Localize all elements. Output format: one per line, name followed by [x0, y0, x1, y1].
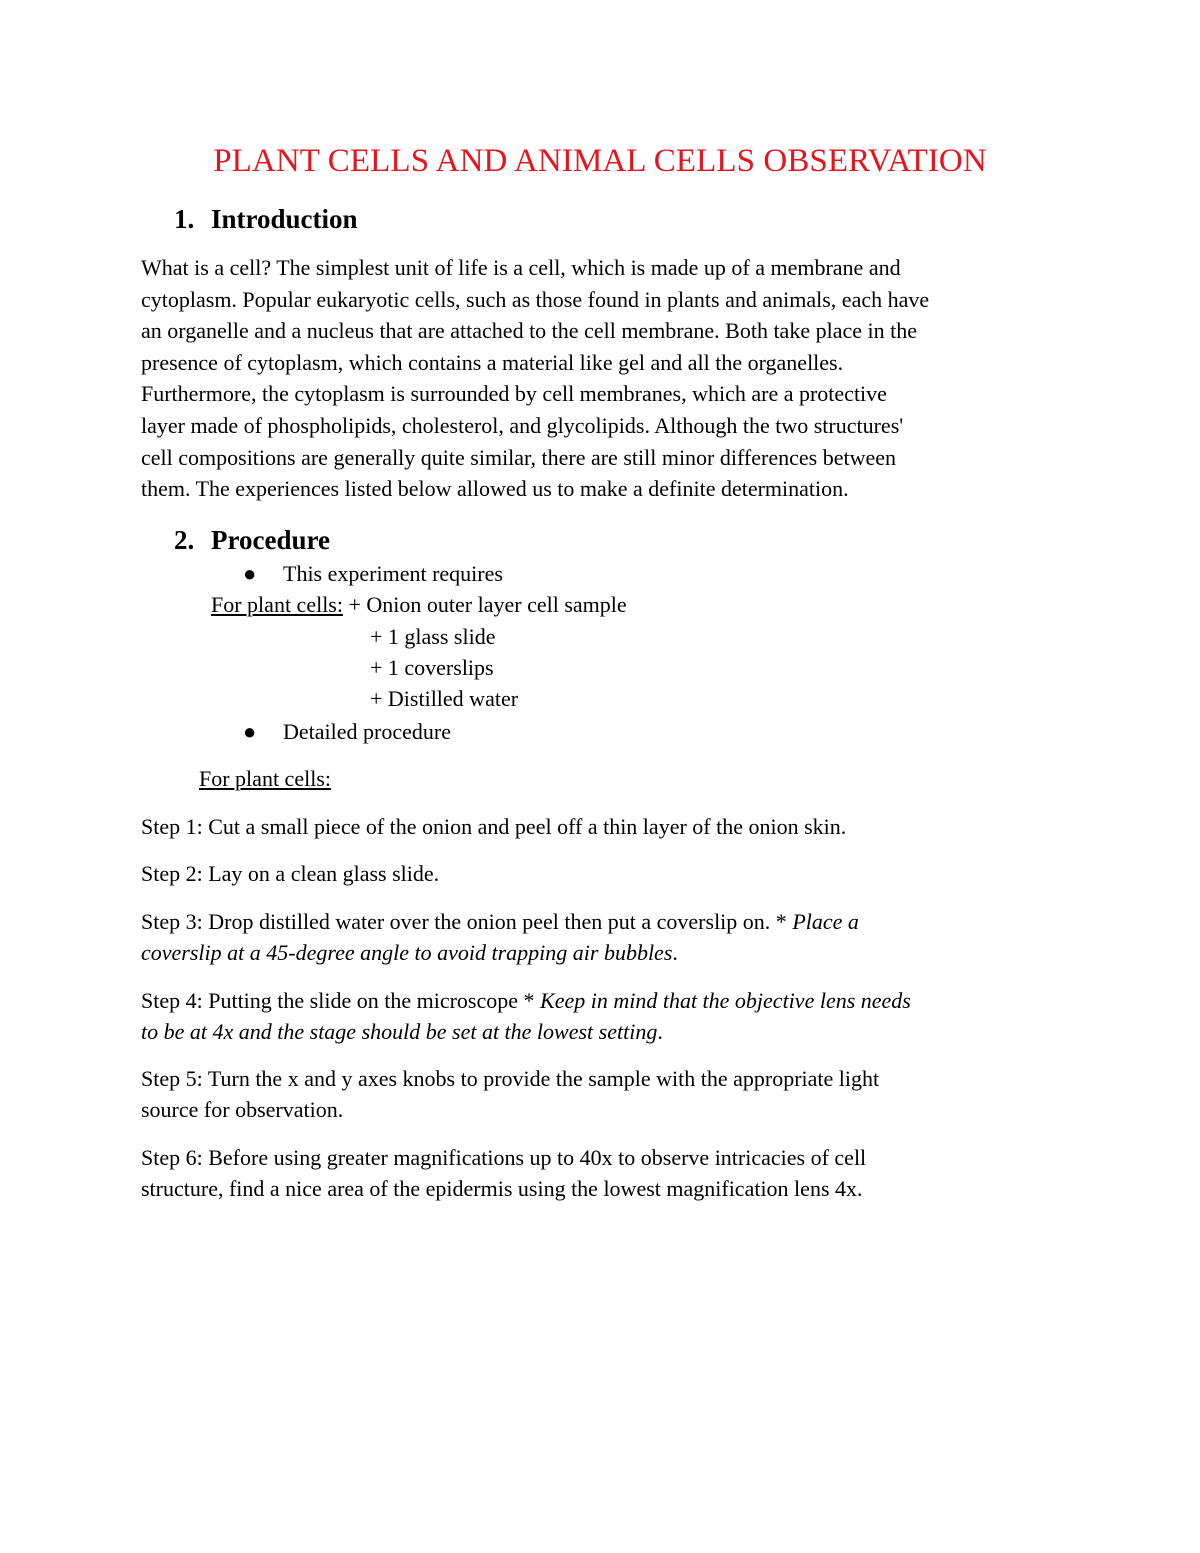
step-text: structure, find a nice area of the epidermis using the lowest magnification lens 4x.: [141, 1176, 863, 1202]
introduction-paragraph: [141, 252, 1066, 505]
step-note: to be at 4x and the stage should be set at the lowest setting: [141, 1019, 658, 1045]
step-note: Keep in mind that the objective lens needs: [540, 988, 911, 1013]
requirement-item: + Distilled water: [370, 686, 519, 711]
requirements-label: For plant cells:: [211, 592, 343, 617]
requirement-item: + 1 glass slide: [370, 624, 496, 649]
step-1: [141, 811, 846, 842]
paragraph-line: presence of cytoplasm, which contains a material like gel and all the organelles.: [141, 349, 844, 375]
paragraph-line: layer made of phospholipids, cholesterol, and glycolipids. Although the two structures': [141, 412, 904, 438]
step-note: coverslip at a 45-degree angle to avoid trapping air bubbles: [141, 940, 673, 966]
document-title: PLANT CELLS AND ANIMAL CELLS OBSERVATION: [213, 143, 987, 179]
paragraph-line: them. The experiences listed below allowed us to make a definite determination.: [141, 476, 849, 502]
step-5: [141, 1063, 879, 1126]
section-number: 2.: [174, 525, 195, 555]
paragraph-line: an organelle and a nucleus that are attached to the cell membrane. Both take place in the: [141, 318, 917, 344]
paragraph-line: cytoplasm. Popular eukaryotic cells, such as those found in plants and animals, each have: [141, 286, 930, 312]
step-note-end: .: [657, 1019, 663, 1045]
bullet-item-detailed-procedure: [243, 717, 451, 747]
paragraph-line: cell compositions are generally quite similar, there are still minor differences between: [141, 444, 896, 470]
step-text: Step 3: Drop distilled water over the onion peel then put a coverslip on. *: [141, 909, 787, 934]
bullet-text: This experiment requires: [283, 561, 503, 586]
step-text: Step 5: Turn the x and y axes knobs to provide the sample with the appropriate light: [141, 1066, 880, 1091]
bullet-icon: ●: [243, 561, 257, 586]
step-text: Step 4: Putting the slide on the microscope *: [141, 988, 535, 1013]
paragraph-line: What is a cell? The simplest unit of life is a cell, which is made up of a membrane and: [141, 255, 901, 280]
requirement-item: + 1 coverslips: [370, 655, 494, 680]
bullet-item-requirements: [243, 559, 503, 589]
step-4: [141, 985, 911, 1048]
step-6: [141, 1142, 866, 1205]
section-title: Procedure: [211, 525, 330, 555]
step-note: Place a: [792, 909, 859, 934]
step-3: [141, 906, 859, 969]
requirements-row: [211, 590, 627, 620]
section-title: Introduction: [211, 204, 358, 234]
bullet-icon: ●: [243, 719, 257, 744]
section-heading-procedure: [174, 523, 330, 557]
paragraph-line: Furthermore, the cytoplasm is surrounded by cell membranes, which are a protective: [141, 381, 887, 407]
requirement-item: + Onion outer layer cell sample: [348, 592, 627, 617]
step-text: Step 1: Cut a small piece of the onion and peel off a thin layer of the onion skin.: [141, 814, 847, 839]
bullet-text: Detailed procedure: [283, 719, 451, 744]
step-2: [141, 858, 439, 889]
section-number: 1.: [174, 204, 195, 234]
step-text: Step 6: Before using greater magnifications up to 40x to observe intricacies of cell: [141, 1145, 867, 1170]
step-text: Step 2: Lay on a clean glass slide.: [141, 861, 440, 886]
step-text: source for observation.: [141, 1097, 344, 1123]
step-note-end: .: [672, 940, 678, 966]
detail-label: For plant cells:: [199, 766, 331, 791]
section-heading-introduction: [174, 202, 358, 236]
